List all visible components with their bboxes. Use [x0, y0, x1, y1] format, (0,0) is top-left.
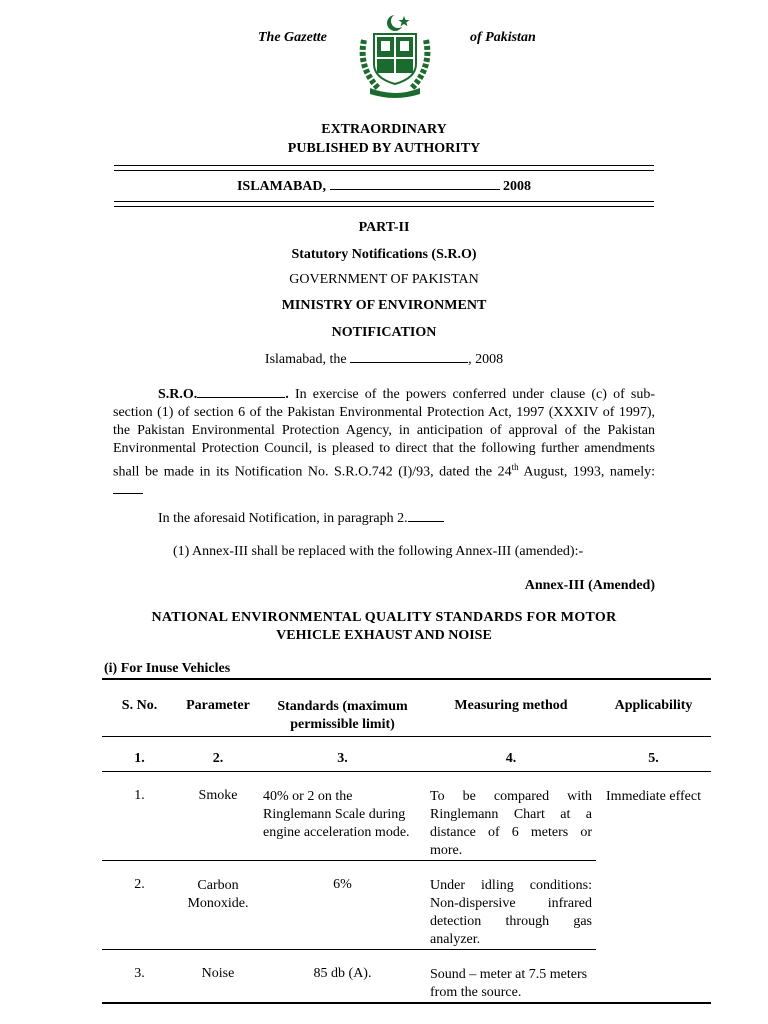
- islamabad-year: 2008: [503, 179, 532, 194]
- notification-heading: NOTIFICATION: [331, 325, 437, 340]
- row2-standard: 6%: [333, 877, 352, 892]
- table-row: [102, 772, 711, 861]
- header-sno: S. No.: [121, 698, 158, 713]
- header-method: Measuring method: [454, 698, 568, 713]
- row2-parameter: Carbon Monoxide.: [187, 878, 249, 911]
- row1-standard: 40% or 2 on the Ringlemann Scale during engine acceleration mode.: [263, 789, 410, 840]
- table-header-row: [102, 679, 711, 737]
- islamabad-place: ISLAMABAD,: [236, 179, 327, 194]
- row3-sno: 3.: [134, 966, 145, 981]
- number-col-1: 1.: [134, 751, 145, 766]
- row3-method: Sound – meter at 7.5 meters from the source.: [430, 967, 588, 1000]
- masthead-left: The Gazette: [258, 30, 327, 45]
- statutory-heading: Statutory Notifications (S.R.O): [291, 247, 477, 262]
- sro-text: In exercise of the powers conferred under clause (c) of sub-section (1) of section 6 of the Pakistan Environmental Protection Act, 1997 (XXXIV of 1997), the Pakistan Environmental Protection Agency, in anticipation of approval of the Pakistan Environmental Protection Council, is pleased to direct that the following further amendments shall be made in its Notification No. S.R.O.742 (I)/93, dated the 24: [113, 387, 655, 480]
- number-col-2: 2.: [212, 751, 224, 766]
- published-heading: PUBLISHED BY AUTHORITY: [287, 141, 481, 156]
- sro-sup: th: [511, 462, 519, 472]
- annex-label: Annex-III (Amended): [524, 578, 655, 593]
- table-number-row: [102, 737, 711, 772]
- extraordinary-heading: EXTRAORDINARY: [321, 122, 447, 137]
- row1-method: To be compared with Ringlemann Chart at a distance of 6 meters or more.: [426, 772, 596, 861]
- islamabad-line: [0, 179, 768, 195]
- date-blank: [330, 189, 500, 190]
- date-suffix: , 2008: [468, 352, 504, 367]
- header-standards: Standards (maximum permissible limit): [277, 699, 408, 732]
- number-col-3: 3.: [337, 751, 348, 766]
- header-parameter: Parameter: [186, 698, 250, 713]
- standards-table: [102, 678, 711, 1004]
- row2-method: Under idling conditions: Non-dispersive infrared detection through gas analyzer.: [426, 861, 596, 950]
- masthead-right: of Pakistan: [470, 30, 536, 45]
- standards-title-line1: NATIONAL ENVIRONMENTAL QUALITY STANDARDS FOR MOTOR: [151, 610, 617, 625]
- date-line: [0, 352, 768, 368]
- row1-sno: 1.: [134, 788, 145, 803]
- date-prefix: Islamabad, the: [264, 352, 347, 367]
- paragraph-two-text: In the aforesaid Notification, in paragraph 2.: [158, 511, 408, 526]
- row2-sno: 2.: [134, 877, 145, 892]
- double-rule-top: [114, 165, 654, 171]
- sro-dot: .: [285, 387, 289, 402]
- sro-paragraph: [113, 386, 655, 500]
- sro-text-end: August, 1993, namely:: [523, 464, 655, 480]
- header-applicability: Applicability: [614, 698, 693, 713]
- paragraph-two-blank: [408, 521, 444, 522]
- row3-parameter: Noise: [201, 966, 235, 981]
- namely-blank: [113, 493, 143, 494]
- government-heading: GOVERNMENT OF PAKISTAN: [289, 272, 479, 287]
- number-col-4: 4.: [505, 751, 517, 766]
- state-emblem-icon: [350, 12, 440, 100]
- row1-parameter: Smoke: [198, 788, 238, 803]
- sro-label: S.R.O.: [158, 387, 198, 402]
- row3-standard: 85 db (A).: [313, 966, 372, 981]
- masthead: [0, 12, 768, 102]
- part-heading: PART-II: [358, 220, 410, 235]
- section-heading: (i) For Inuse Vehicles: [104, 661, 231, 676]
- ministry-heading: MINISTRY OF ENVIRONMENT: [281, 298, 487, 313]
- double-rule-bottom: [114, 201, 654, 207]
- number-col-5: 5.: [648, 751, 659, 766]
- sro-blank: [197, 397, 285, 398]
- row1-applicability: Immediate effect: [606, 789, 701, 804]
- date-line-blank: [350, 362, 468, 363]
- paragraph-two: [113, 510, 655, 528]
- annex-replace-line: (1) Annex-III shall be replaced with the following Annex-III (amended):-: [173, 544, 584, 559]
- standards-title-line2: VEHICLE EXHAUST AND NOISE: [276, 628, 492, 643]
